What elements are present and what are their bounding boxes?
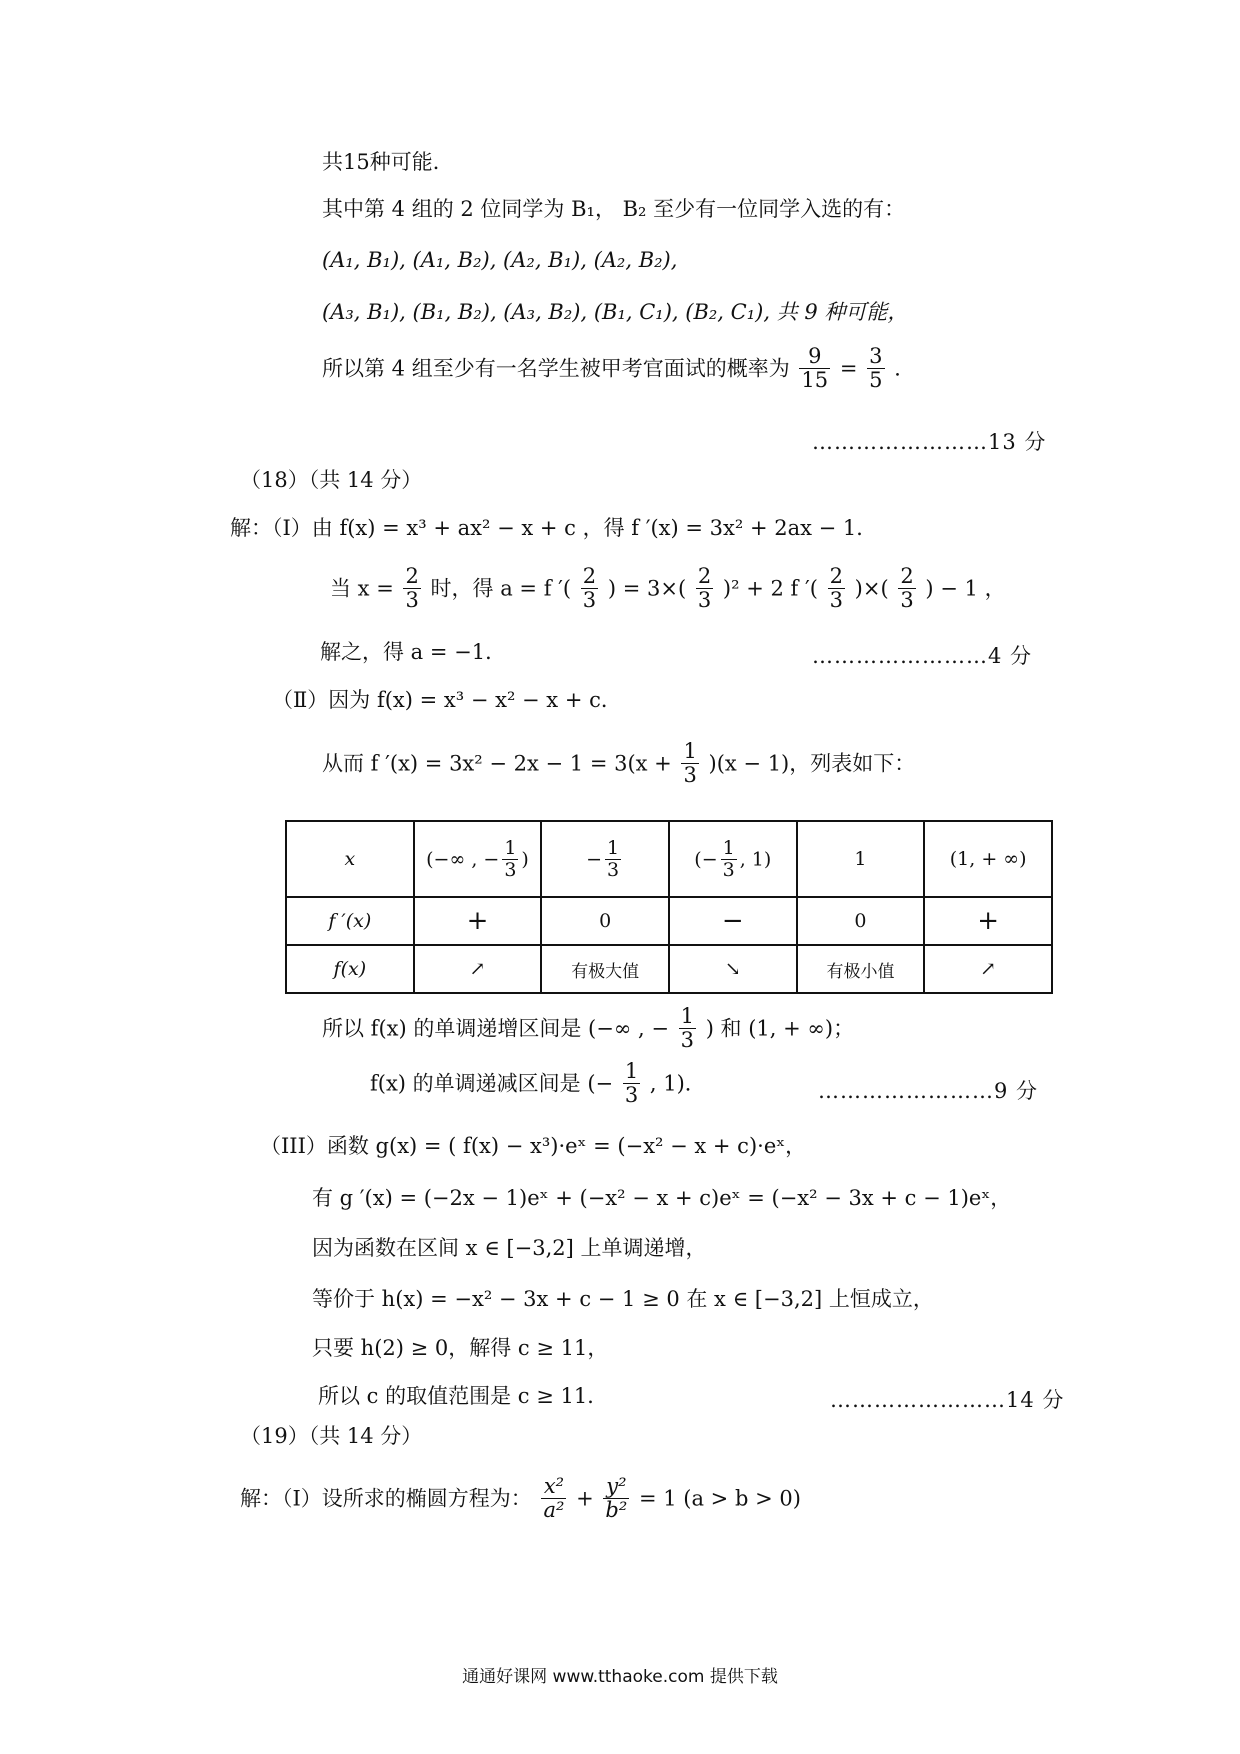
cell-text: (−	[694, 848, 718, 870]
table-cell	[669, 821, 797, 897]
fraction-1-3	[623, 1060, 640, 1107]
table-cell	[924, 821, 1052, 897]
cell-text: −	[721, 906, 744, 936]
fraction-9-15	[799, 345, 830, 392]
p19-line1	[240, 1475, 801, 1522]
fraction-1-3	[681, 740, 698, 787]
frac-den: b²	[605, 1498, 628, 1523]
frac-den: 3	[900, 588, 914, 613]
table-cell	[414, 821, 542, 897]
p18-part1-line3: 解之，得 a = −1．	[320, 640, 507, 664]
cell-text: (1, + ∞)	[949, 848, 1027, 870]
fraction-2-3	[898, 565, 915, 612]
cell-text: +	[977, 906, 1000, 936]
text-seg: )² + 2 f ′(	[722, 576, 818, 601]
frac-num: 2	[697, 564, 712, 588]
frac-num: 1	[607, 836, 620, 859]
frac-den: a²	[543, 1498, 565, 1523]
frac-den: 3	[504, 858, 517, 881]
table-cell	[924, 897, 1052, 945]
p17-line-5	[322, 345, 915, 392]
table-cell	[541, 821, 669, 897]
arrow-up-icon: ↗	[980, 958, 997, 980]
cell-text: x	[344, 848, 356, 870]
frac-den: 3	[680, 1028, 694, 1053]
frac-den: 3	[607, 858, 620, 881]
frac-den: 3	[405, 588, 419, 613]
table-row	[286, 945, 1052, 993]
table-cell	[286, 897, 414, 945]
table-cell	[797, 897, 925, 945]
cell-text: )	[521, 848, 529, 870]
text-seg: 时，得 a = f ′(	[430, 576, 572, 601]
table-cell	[541, 945, 669, 993]
text-seg: 当 x =	[330, 576, 394, 601]
cell-text: 0	[599, 910, 612, 932]
text-seg: ) − 1 ，	[925, 576, 1006, 601]
equals-sign: =	[839, 356, 858, 381]
p18-part3-line3: 因为函数在区间 x ∈ [−3,2] 上单调递增，	[312, 1236, 707, 1260]
frac-num: 3	[869, 344, 883, 368]
fraction-1-3	[605, 838, 621, 881]
table-cell	[286, 821, 414, 897]
frac-den: 3	[624, 1083, 639, 1108]
text-seg: 从而 f ′(x) = 3x² − 2x − 1 = 3(x +	[322, 751, 672, 776]
frac-num: 1	[722, 836, 735, 859]
frac-num: 9	[799, 345, 830, 369]
fraction-2-3	[696, 565, 713, 612]
text-seg: f(x) 的单调递减区间是 (−	[370, 1071, 614, 1096]
fraction-2-3	[403, 565, 420, 612]
table-cell	[924, 945, 1052, 993]
frac-num: 2	[582, 564, 597, 588]
frac-den: 15	[801, 368, 829, 393]
p17-line-4: (A₃, B₁), (B₁, B₂), (A₃, B₂), (B₁, C₁), (B₂, C₁), 共 9 种可能，	[322, 300, 909, 324]
cell-text: 1	[854, 848, 867, 870]
frac-num: 2	[829, 564, 843, 588]
frac-den: 3	[722, 858, 735, 881]
frac-num: 2	[900, 564, 914, 588]
cell-text: f(x)	[333, 958, 367, 980]
frac-num: 1	[624, 1059, 639, 1083]
score-9: ……………………9 分	[818, 1079, 1039, 1103]
p17-line-3: (A₁, B₁), (A₁, B₂), (A₂, B₁), (A₂, B₂),	[322, 248, 678, 272]
frac-num: 1	[680, 1004, 694, 1028]
p18-part3-line5: 只要 h(2) ≥ 0，解得 c ≥ 11，	[312, 1336, 609, 1360]
frac-den: 3	[829, 588, 843, 613]
fraction-y2-b2	[603, 1475, 629, 1522]
text-seg: , 1)．	[649, 1071, 706, 1096]
table-cell	[414, 897, 542, 945]
frac-num: y²	[603, 1475, 629, 1499]
fraction-1-3	[502, 838, 518, 881]
fraction-2-3	[828, 565, 845, 612]
p18-part3-line1: （III）函数 g(x) = ( f(x) − x³)·eˣ = (−x² − x + c)·eˣ，	[260, 1134, 807, 1158]
table-cell	[669, 945, 797, 993]
cell-text: 有极小值	[826, 961, 895, 982]
p18-part1-line2	[330, 565, 1006, 612]
cell-text: , 1)	[739, 848, 772, 870]
period: ．	[894, 356, 916, 381]
cell-text: −	[586, 848, 603, 870]
table-cell	[797, 945, 925, 993]
p18-part3-line2: 有 g ′(x) = (−2x − 1)eˣ + (−x² − x + c)eˣ = (−x² − 3x + c − 1)eˣ，	[312, 1186, 1012, 1210]
table-row	[286, 897, 1052, 945]
cell-text: +	[466, 906, 489, 936]
frac-num: 1	[683, 739, 697, 763]
table-cell	[414, 945, 542, 993]
cell-text: 0	[854, 910, 867, 932]
frac-num: 2	[405, 564, 419, 588]
fraction-2-3	[581, 565, 598, 612]
p18-part1-line1: 解：（Ⅰ）由 f(x) = x³ + ax² − x + c ，得 f ′(x) = 3x² + 2ax − 1．	[230, 516, 878, 540]
text-seg: ) = 3×(	[607, 576, 687, 601]
text-seg: +	[576, 1486, 594, 1511]
arrow-down-icon: ↘	[724, 958, 741, 980]
p17-prob-text: 所以第 4 组至少有一名学生被甲考官面试的概率为	[322, 356, 790, 381]
cell-text: (−∞ , −	[426, 848, 500, 870]
frac-den: 3	[683, 763, 697, 788]
table-cell	[797, 821, 925, 897]
frac-den: 5	[869, 368, 883, 393]
score-14: ……………………14 分	[830, 1388, 1065, 1412]
p17-line-1: 共15种可能．	[322, 150, 454, 174]
page-footer: 通通好课网 www.tthaoke.com 提供下载	[462, 1667, 778, 1687]
frac-den: 3	[697, 588, 712, 613]
text-seg: )×(	[854, 576, 889, 601]
table-cell	[669, 897, 797, 945]
cell-text: 有极大值	[571, 961, 640, 982]
text-seg: ) 和 (1, + ∞)；	[705, 1016, 855, 1041]
table-row	[286, 821, 1052, 897]
p19-heading: （19）（共 14 分）	[240, 1424, 423, 1448]
fraction-1-3	[721, 838, 737, 881]
p18-part2-line2	[322, 740, 915, 787]
fraction-3-5	[867, 345, 884, 392]
table-cell	[541, 897, 669, 945]
cell-text: f ′(x)	[328, 910, 372, 932]
p18-part3-line6: 所以 c 的取值范围是 c ≥ 11．	[318, 1384, 609, 1408]
text-seg: 所以 f(x) 的单调递增区间是 (−∞ , −	[322, 1016, 669, 1041]
frac-num: x²	[541, 1475, 566, 1499]
p17-line-2: 其中第 4 组的 2 位同学为 B₁， B₂ 至少有一位同学入选的有：	[322, 197, 906, 221]
text-seg: 解：（Ⅰ）设所求的椭圆方程为：	[240, 1486, 532, 1511]
score-13: ……………………13 分	[812, 430, 1047, 454]
table-cell	[286, 945, 414, 993]
frac-num: 1	[504, 836, 517, 859]
text-seg: = 1 (a > b > 0)	[638, 1486, 801, 1511]
p18-part2-line1: （Ⅱ）因为 f(x) = x³ − x² − x + c．	[272, 688, 622, 712]
text-seg: )(x − 1)，列表如下：	[708, 751, 916, 776]
frac-den: 3	[582, 588, 597, 613]
p18-part2-line3	[322, 1005, 854, 1052]
fraction-1-3	[679, 1005, 696, 1052]
arrow-up-icon: ↗	[469, 958, 486, 980]
p18-part3-line4: 等价于 h(x) = −x² − 3x + c − 1 ≥ 0 在 x ∈ [−3,2] 上恒成立，	[312, 1287, 934, 1311]
sign-table	[285, 820, 1053, 994]
score-4: ……………………4 分	[812, 644, 1033, 668]
p18-part2-line4	[370, 1060, 706, 1107]
fraction-x2-a2	[541, 1475, 566, 1522]
p18-heading: （18）（共 14 分）	[240, 468, 423, 492]
